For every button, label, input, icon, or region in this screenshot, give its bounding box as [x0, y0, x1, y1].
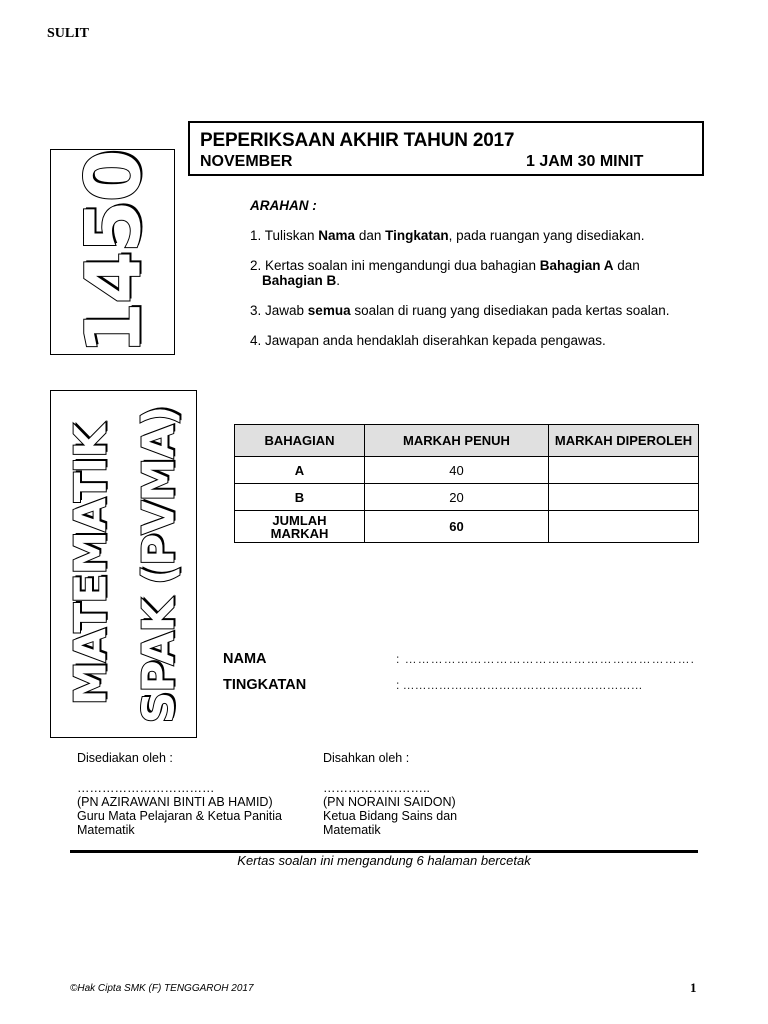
- subject-subtitle: SPAK (PVMA): [133, 406, 185, 724]
- instruction-item-4: 4. Jawapan anda hendaklah diserahkan kepada pengawas.: [250, 333, 606, 348]
- page-number: 1: [690, 980, 697, 995]
- instruction-item-3: 3. Jawab semua soalan di ruang yang disediakan pada kertas soalan.: [250, 303, 670, 318]
- section-cell: JUMLAH MARKAH: [235, 511, 365, 543]
- class-label: TINGKATAN: [223, 677, 307, 693]
- full-marks-cell: 20: [365, 484, 549, 511]
- full-marks-cell: 60: [365, 511, 549, 543]
- verified-by-block: [323, 751, 553, 837]
- page-count-note: Kertas soalan ini mengandung 6 halaman bercetak: [237, 853, 531, 868]
- verified-by-label: Disahkan oleh :: [323, 751, 410, 765]
- table-row: [235, 484, 699, 511]
- instruction-item-1: 1. Tuliskan Nama dan Tingkatan, pada ruangan yang disediakan.: [250, 228, 645, 243]
- obtained-marks-cell[interactable]: [549, 511, 699, 543]
- paper-code-box: [50, 149, 175, 355]
- name-field[interactable]: : ………………………………………………………….: [396, 652, 696, 666]
- column-header: MARKAH PENUH: [365, 425, 549, 457]
- exam-title: PEPERIKSAAN AKHIR TAHUN 2017: [200, 130, 515, 151]
- name-label: NAMA: [223, 651, 267, 667]
- classification-label: SULIT: [47, 26, 90, 41]
- prepared-by-label: Disediakan oleh :: [77, 751, 173, 765]
- table-header-row: [235, 425, 699, 457]
- section-cell: A: [235, 457, 365, 484]
- subject-box: [50, 390, 197, 738]
- table-row: [235, 457, 699, 484]
- marks-table: [234, 424, 699, 543]
- paper-code: 1450: [68, 151, 158, 355]
- prepared-by-role: Guru Mata Pelajaran & Ketua Panitia Matematik: [77, 809, 282, 837]
- exam-header-box: [188, 121, 704, 176]
- copyright-text: ©Hak Cipta SMK (F) TENGGAROH 2017: [70, 983, 254, 994]
- obtained-marks-cell[interactable]: [549, 484, 699, 511]
- exam-duration: 1 JAM 30 MINIT: [526, 153, 644, 170]
- section-cell: B: [235, 484, 365, 511]
- verified-by-signature-line: ……………………..: [323, 781, 430, 795]
- column-header: MARKAH DIPEROLEH: [549, 425, 699, 457]
- full-marks-cell: 40: [365, 457, 549, 484]
- instructions: [250, 198, 680, 363]
- subject-title: MATEMATIK: [65, 424, 117, 706]
- exam-month: NOVEMBER: [200, 153, 293, 170]
- obtained-marks-cell[interactable]: [549, 457, 699, 484]
- verified-by-name: (PN NORAINI SAIDON): [323, 795, 456, 809]
- instructions-heading: ARAHAN :: [250, 198, 317, 213]
- class-field[interactable]: : ……………………………………………………: [396, 678, 643, 692]
- prepared-by-block: [77, 751, 307, 837]
- prepared-by-name: (PN AZIRAWANI BINTI AB HAMID): [77, 795, 273, 809]
- column-header: BAHAGIAN: [235, 425, 365, 457]
- table-row-total: [235, 511, 699, 543]
- verified-by-role: Ketua Bidang Sains dan Matematik: [323, 809, 458, 837]
- instruction-item-2: 2. Kertas soalan ini mengandungi dua bahagian Bahagian A dan Bahagian B.: [250, 258, 640, 288]
- prepared-by-signature-line: ……………………………: [77, 781, 215, 795]
